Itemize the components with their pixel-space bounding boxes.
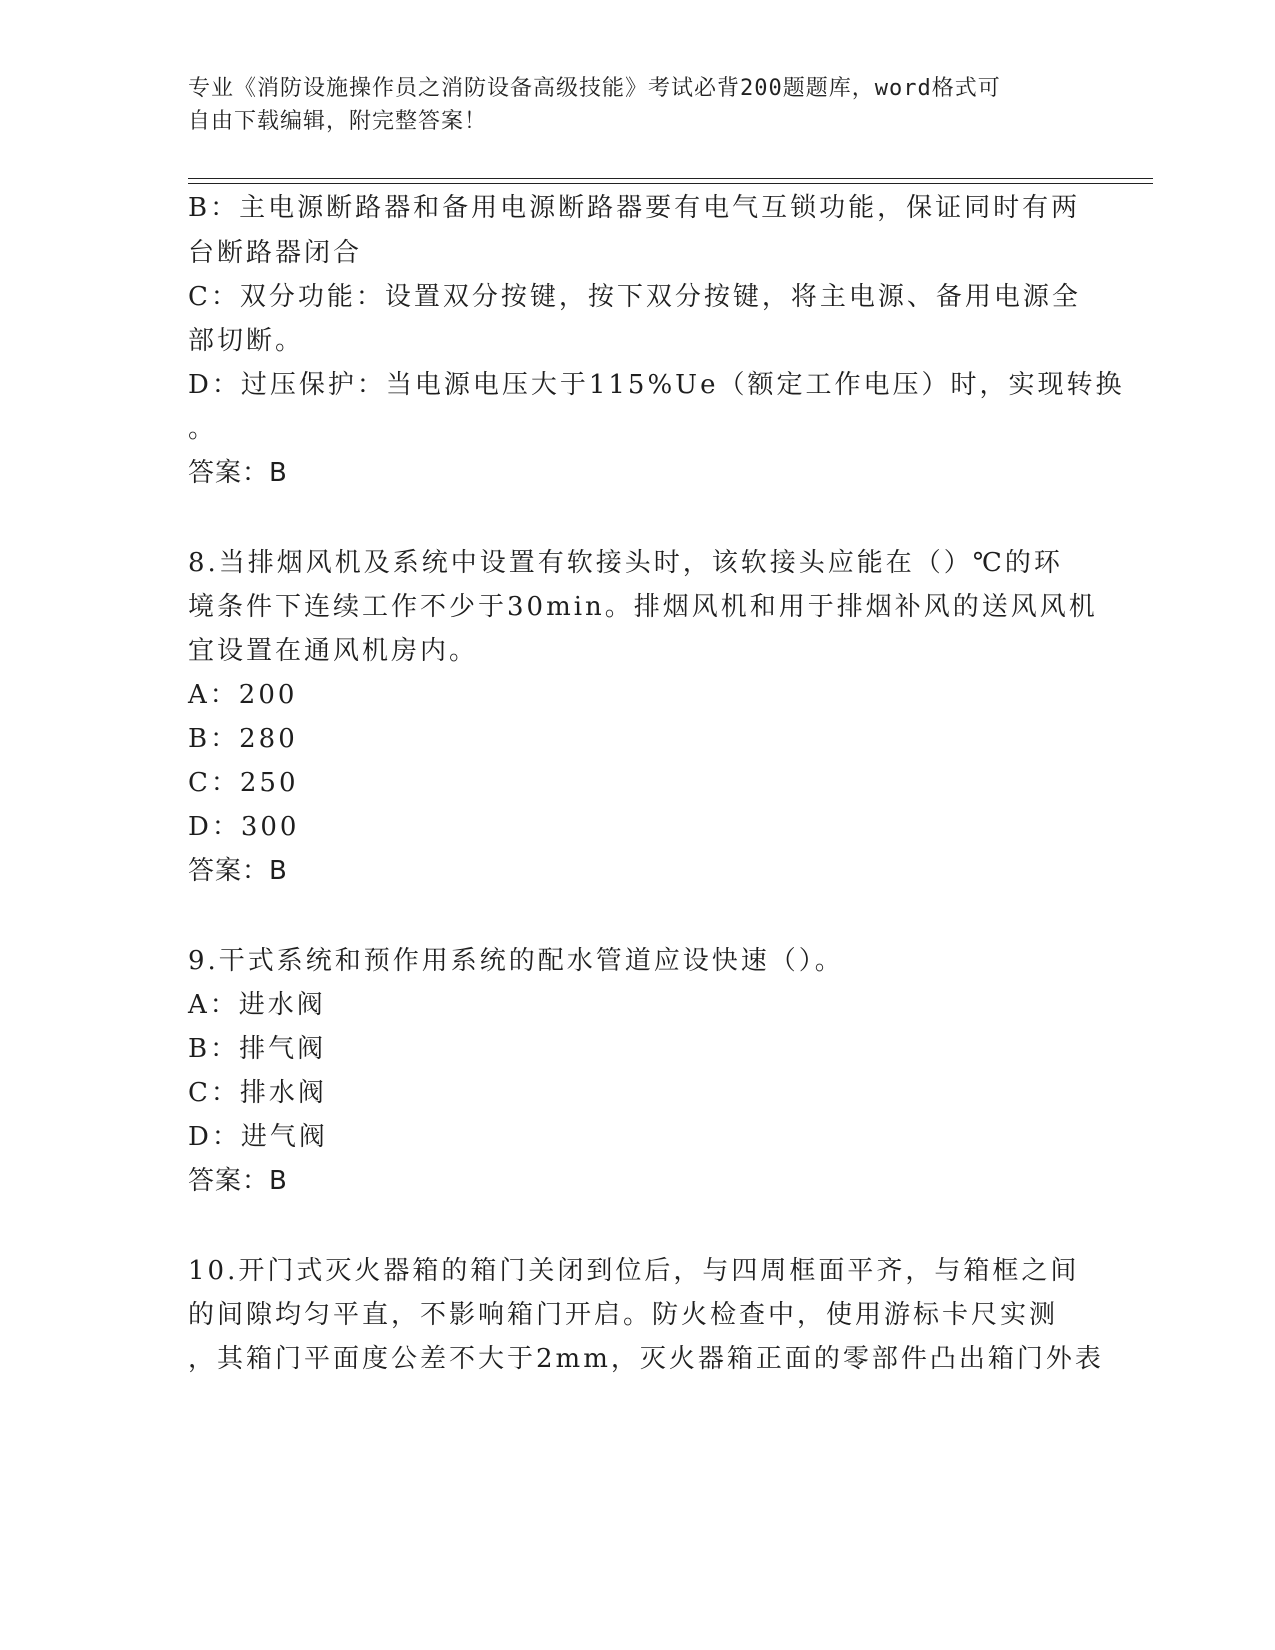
header-line-2: 自由下载编辑，附完整答案！ [188, 109, 488, 134]
q7-option-d-line-1: D：过压保护：当电源电压大于115%Ue（额定工作电压）时，实现转换 [188, 370, 1125, 400]
q7-answer: 答案：B [188, 458, 288, 488]
document-header [188, 72, 1068, 138]
q9-option-c: C：排水阀 [188, 1078, 327, 1108]
q8-option-a: A：200 [188, 680, 298, 710]
q9-stem: 9.干式系统和预作用系统的配水管道应设快速（）。 [188, 946, 844, 976]
q7-option-c-line-1: C：双分功能：设置双分按键，按下双分按键，将主电源、备用电源全 [188, 282, 1081, 312]
q7-option-c-line-2: 部切断。 [188, 326, 305, 356]
q10-stem-line-3: ，其箱门平面度公差不大于2mm，灭火器箱正面的零部件凸出箱门外表 [188, 1344, 1104, 1374]
q8-answer: 答案：B [188, 856, 288, 886]
q8-stem-line-1: 8.当排烟风机及系统中设置有软接头时，该软接头应能在（）℃的环 [188, 548, 1063, 578]
q8-option-c: C：250 [188, 768, 299, 798]
q7-option-d-line-2: 。 [188, 414, 218, 444]
header-rule-bottom [188, 183, 1153, 184]
header-line-1: 专业《消防设施操作员之消防设备高级技能》考试必背200题题库，word格式可 [188, 76, 1001, 101]
q8-option-d: D：300 [188, 812, 300, 842]
q7-option-b-line-2: 台断路器闭合 [188, 238, 363, 268]
header-rule-top [188, 178, 1153, 179]
q8-stem-line-3: 宜设置在通风机房内。 [188, 636, 479, 666]
q9-option-b: B：排气阀 [188, 1034, 327, 1064]
q7-option-b-line-1: B：主电源断路器和备用电源断路器要有电气互锁功能，保证同时有两 [188, 193, 1081, 223]
q8-option-b: B：280 [188, 724, 298, 754]
q9-answer: 答案：B [188, 1166, 288, 1196]
q9-option-d: D：进气阀 [188, 1122, 328, 1152]
q10-stem-line-2: 的间隙均匀平直，不影响箱门开启。防火检查中，使用游标卡尺实测 [188, 1300, 1059, 1330]
q9-option-a: A：进水阀 [188, 990, 326, 1020]
q10-stem-line-1: 10.开门式灭火器箱的箱门关闭到位后，与四周框面平齐，与箱框之间 [188, 1256, 1080, 1286]
q8-stem-line-2: 境条件下连续工作不少于30min。排烟风机和用于排烟补风的送风风机 [188, 592, 1098, 622]
